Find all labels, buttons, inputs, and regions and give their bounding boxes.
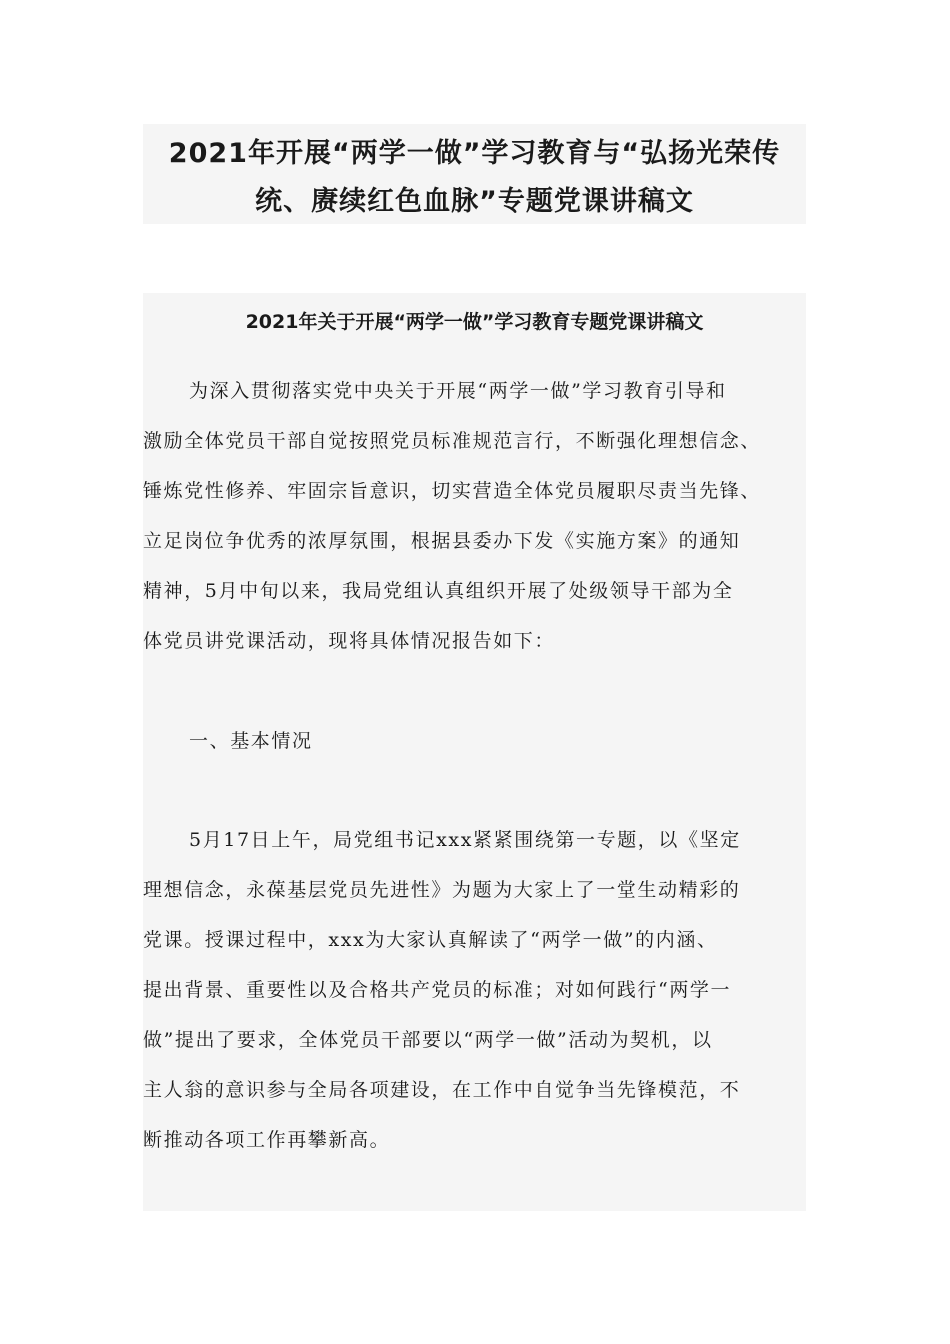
title-block — [143, 124, 806, 224]
paragraph-2-line: 做”提出了要求，全体党员干部要以“两学一做”活动为契机，以 — [143, 1029, 713, 1051]
section-heading: 一、基本情况 — [189, 730, 313, 752]
paragraph-1-line: 立足岗位争优秀的浓厚氛围，根据县委办下发《实施方案》的通知 — [143, 530, 741, 552]
paragraph-1-line: 精神，5月中旬以来，我局党组认真组织开展了处级领导干部为全 — [143, 580, 734, 602]
document-subtitle: 2021年关于开展“两学一做”学习教育专题党课讲稿文 — [245, 311, 704, 333]
paragraph-1-line: 为深入贯彻落实党中央关于开展“两学一做”学习教育引导和 — [189, 380, 727, 402]
content-block — [143, 293, 806, 1211]
document-title-line-2: 统、赓续红色血脉”专题党课讲稿文 — [255, 186, 694, 217]
paragraph-1-line: 锤炼党性修养、牢固宗旨意识，切实营造全体党员履职尽责当先锋、 — [143, 480, 762, 502]
paragraph-2-line: 主人翁的意识参与全局各项建设，在工作中自觉争当先锋模范，不 — [143, 1079, 741, 1101]
paragraph-1-line: 体党员讲党课活动，现将具体情况报告如下： — [143, 630, 556, 652]
paragraph-2-line: 5月17日上午，局党组书记xxx紧紧围绕第一专题，以《坚定 — [189, 829, 741, 851]
paragraph-1-line: 激励全体党员干部自觉按照党员标准规范言行，不断强化理想信念、 — [143, 430, 762, 452]
paragraph-2-line: 断推动各项工作再攀新高。 — [143, 1129, 391, 1151]
paragraph-2-line: 党课。授课过程中，xxx为大家认真解读了“两学一做”的内涵、 — [143, 929, 718, 951]
paragraph-2-line: 提出背景、重要性以及合格共产党员的标准；对如何践行“两学一 — [143, 979, 732, 1001]
paragraph-2-line: 理想信念，永葆基层党员先进性》为题为大家上了一堂生动精彩的 — [143, 879, 741, 901]
document-title-line-1: 2021年开展“两学一做”学习教育与“弘扬光荣传 — [168, 138, 781, 169]
